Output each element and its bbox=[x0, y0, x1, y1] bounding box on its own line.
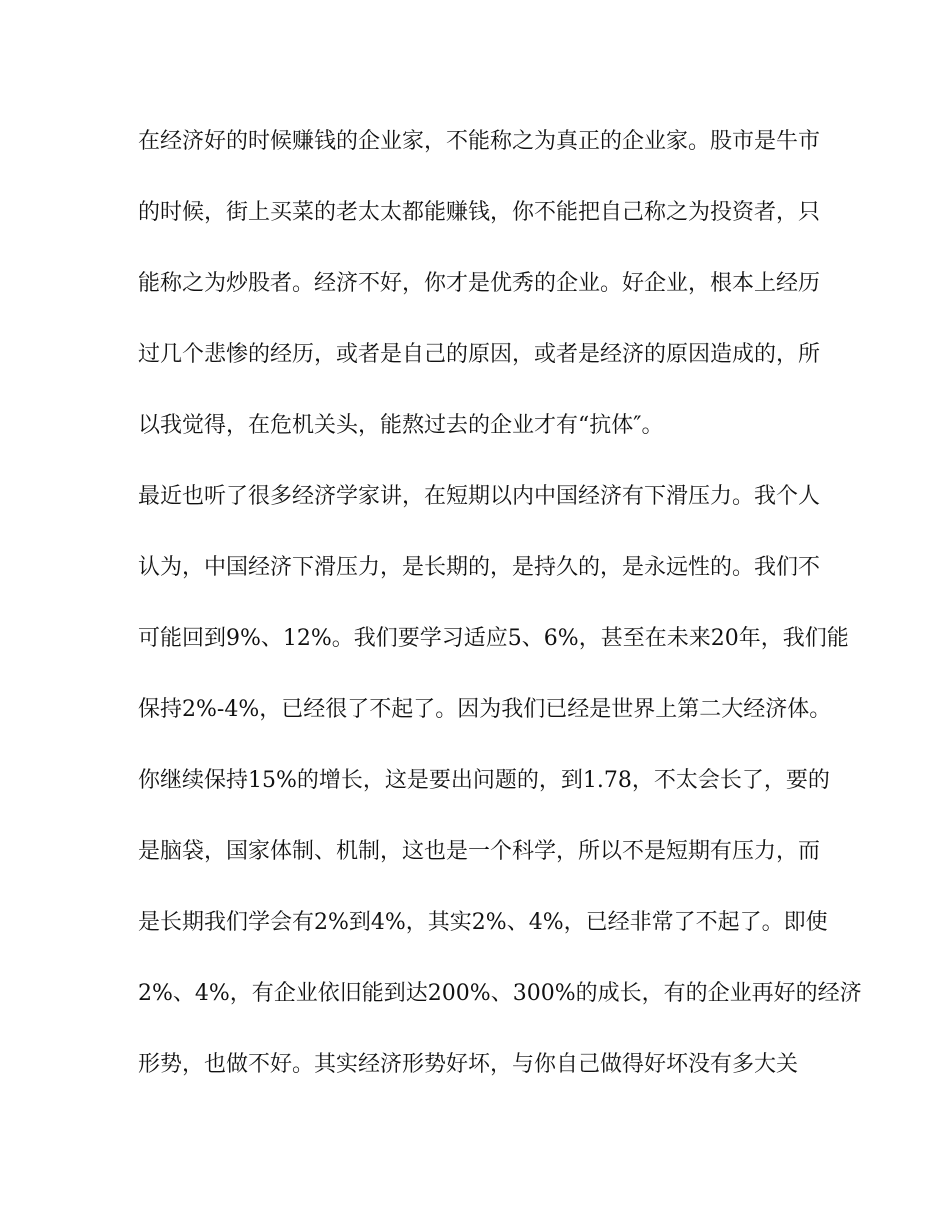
paragraph-1-line-2: 的时候，街上买菜的老太太都能赚钱，你不能把自己称之为投资者，只 bbox=[138, 200, 821, 225]
paragraph-2-line-1: 最近也听了很多经济学家讲，在短期以内中国经济有下滑压力。我个人 bbox=[138, 484, 821, 509]
paragraph-2-line-9: 形势，也做不好。其实经济形势好坏，与你自己做得好坏没有多大关 bbox=[138, 1052, 799, 1077]
paragraph-2-line-5: 你继续保持15%的增长，这是要出问题的，到1.78，不太会长了，要的 bbox=[138, 768, 830, 793]
paragraph-2-line-2: 认为，中国经济下滑压力，是长期的，是持久的，是永远性的。我们不 bbox=[138, 555, 821, 580]
paragraph-2-line-8: 2%、4%，有企业依旧能到达200%、300%的成长，有的企业再好的经济 bbox=[138, 981, 862, 1006]
paragraph-2-line-4: 保持2%-4%，已经很了不起了。因为我们已经是世界上第二大经济体。 bbox=[138, 697, 832, 722]
paragraph-2-line-6: 是脑袋，国家体制、机制，这也是一个科学，所以不是短期有压力，而 bbox=[138, 839, 821, 864]
paragraph-2-line-7: 是长期我们学会有2%到4%，其实2%、4%，已经非常了不起了。即使 bbox=[138, 910, 828, 935]
paragraph-1-line-5: 以我觉得，在危机关头，能熬过去的企业才有“抗体″。 bbox=[138, 413, 664, 438]
paragraph-1-line-3: 能称之为炒股者。经济不好，你才是优秀的企业。好企业，根本上经历 bbox=[138, 271, 821, 296]
paragraph-2-line-3: 可能回到9%、12%。我们要学习适应5、6%，甚至在未来20年，我们能 bbox=[138, 626, 849, 651]
paragraph-1-line-1: 在经济好的时候赚钱的企业家，不能称之为真正的企业家。股市是牛市 bbox=[138, 129, 821, 154]
paragraph-1-line-4: 过几个悲惨的经历，或者是自己的原因，或者是经济的原因造成的，所 bbox=[138, 342, 821, 367]
